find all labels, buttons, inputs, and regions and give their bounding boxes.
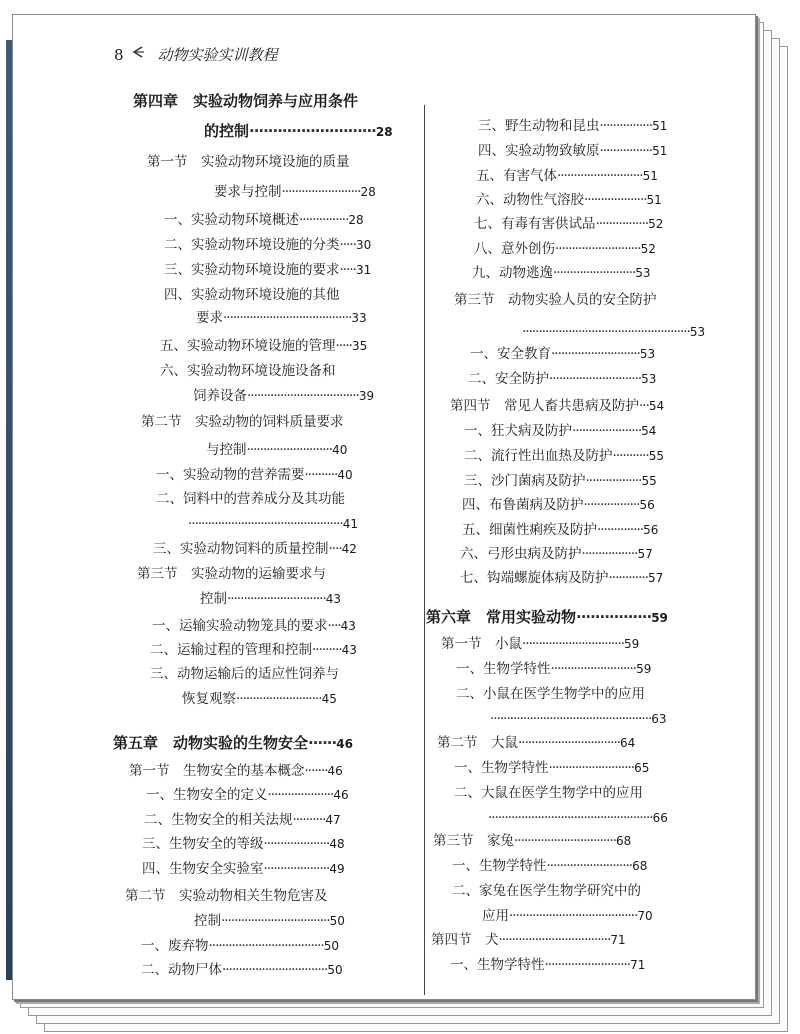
toc-entry (133, 94, 358, 109)
toc-entry-page: 52 (648, 217, 664, 231)
toc-entry (490, 713, 667, 727)
toc-entry-page: 43 (341, 643, 357, 657)
toc-entry-title: 一、生物学特性 (456, 661, 551, 677)
toc-entry-title: 第四节 犬 (431, 932, 499, 948)
toc-entry (488, 812, 668, 826)
toc-entry (472, 267, 651, 281)
toc-entry-title: 第二节 实验动物的饲料质量要求 (141, 414, 344, 430)
toc-entry (196, 312, 367, 326)
toc-entry (153, 543, 357, 557)
toc-entry-title: 二、大鼠在医学生物学中的应用 (454, 785, 643, 801)
toc-entry-title: 五、有害气体 (476, 168, 557, 184)
toc-entry-title: 与控制 (206, 442, 247, 458)
toc-entry-leader: ·························· (246, 442, 333, 458)
toc-entry-title: 二、家兔在医学生物学研究中的 (452, 883, 641, 899)
toc-entry-title: 五、细菌性痢疾及防护 (462, 522, 597, 538)
toc-entry (470, 348, 655, 362)
toc-entry-page: 68 (616, 834, 632, 848)
toc-entry (464, 425, 656, 439)
back-arrow-icon (130, 44, 146, 64)
toc-entry-leader: ························ (281, 184, 361, 200)
toc-entry-title: 应用 (482, 908, 509, 924)
toc-entry-page: 28 (375, 125, 393, 139)
toc-entry (164, 214, 364, 228)
toc-entry (433, 835, 631, 849)
toc-entry (482, 910, 653, 924)
toc-entry-leader: ·························· (550, 661, 637, 677)
toc-entry (164, 239, 371, 253)
toc-entry-page: 53 (635, 266, 651, 280)
toc-entry (204, 124, 393, 139)
toc-entry-page: 71 (610, 933, 626, 947)
toc-entry-title: 第四章 实验动物饲养与应用条件 (133, 92, 359, 110)
toc-entry-title: 一、生物学特性 (454, 760, 549, 776)
toc-entry-title: 七、钩端螺旋体病及防护 (460, 570, 609, 586)
toc-entry-leader: ·························· (555, 241, 641, 257)
toc-entry-leader: ······································· (223, 310, 352, 326)
toc-entry-page: 55 (641, 474, 657, 488)
toc-entry-leader: ········· (312, 642, 342, 658)
toc-entry (454, 294, 657, 308)
toc-entry (156, 493, 345, 507)
toc-entry-title: 第三节 动物实验人员的安全防护 (454, 292, 657, 308)
toc-entry (462, 524, 658, 538)
toc-entry-page: 54 (648, 399, 665, 413)
toc-entry (476, 170, 658, 184)
toc-entry-leader: ··· (639, 398, 649, 414)
toc-entry-leader: ·························· (557, 168, 643, 184)
toc-entry-leader: ···················· (267, 787, 334, 803)
toc-entry-page: 28 (348, 213, 364, 227)
toc-entry-title: 第三节 家兔 (433, 833, 514, 849)
toc-entry-title: 控制 (194, 913, 221, 929)
toc-entry-leader: ································ (222, 962, 328, 978)
toc-entry-title: 第一节 生物安全的基本概念 (129, 763, 305, 779)
toc-entry-leader: ·································· (247, 388, 359, 404)
toc-entry (450, 400, 664, 414)
toc-entry-title: 第五章 动物实验的生物安全 (113, 734, 309, 752)
toc-entry-leader: ················· (583, 497, 640, 513)
column-divider (424, 105, 425, 995)
toc-entry-leader: ··········· (612, 448, 649, 464)
toc-entry-title: 第一节 小鼠 (441, 636, 522, 652)
toc-entry-leader: ···················· (263, 836, 330, 852)
toc-entry (188, 518, 358, 532)
toc-entry-page: 50 (329, 914, 345, 928)
toc-entry-leader: ················ (599, 118, 653, 134)
toc-entry-leader: ·································· (498, 932, 611, 948)
toc-entry-title: 二、小鼠在医学生物学中的应用 (456, 686, 645, 702)
toc-entry-page: 35 (351, 339, 368, 353)
toc-entry (147, 156, 350, 170)
toc-entry-title: 二、运输过程的管理和控制 (150, 642, 312, 658)
toc-entry-title: 第一节 实验动物环境设施的质量 (147, 154, 350, 170)
toc-entry-page: 57 (648, 571, 664, 585)
toc-entry-leader: ····· (335, 338, 352, 354)
toc-entry-title: 一、生物学特性 (452, 858, 547, 874)
toc-entry-title: 六、弓形虫病及防护 (460, 546, 582, 562)
toc-entry (214, 186, 376, 200)
toc-entry-page: 31 (355, 263, 372, 277)
toc-entry-title: 一、实验动物环境概述 (164, 212, 299, 228)
toc-entry-title: 第六章 常用实验动物 (426, 608, 577, 626)
toc-entry-title: 第二节 大鼠 (437, 735, 518, 751)
toc-entry (452, 860, 647, 874)
toc-entry-leader: ····················· (572, 423, 642, 439)
toc-entry-leader: ·························· (236, 691, 322, 707)
toc-entry-page: 59 (651, 611, 668, 625)
toc-entry (441, 638, 639, 652)
toc-entry-page: 66 (652, 811, 668, 825)
toc-entry (160, 365, 336, 379)
toc-entry (193, 390, 374, 404)
toc-entry (522, 326, 705, 340)
toc-entry-leader: ···· (327, 618, 341, 634)
toc-entry-title: 三、生物安全的等级 (142, 836, 264, 852)
toc-entry (206, 444, 347, 458)
toc-entry (144, 814, 341, 828)
toc-entry-leader: ······· (304, 763, 328, 779)
toc-entry (182, 693, 337, 707)
toc-entry (141, 964, 343, 978)
toc-entry (476, 194, 662, 208)
toc-entry-page: 57 (637, 547, 653, 561)
toc-entry-leader: ··················· (584, 192, 647, 208)
toc-entry-leader: ·························· (544, 957, 631, 973)
toc-entry (460, 548, 653, 562)
toc-entry-title: 三、动物运输后的适应性饲养与 (150, 666, 339, 682)
toc-entry-title: 三、实验动物饲料的质量控制 (153, 541, 329, 557)
toc-entry-title: 六、实验动物环境设施设备和 (160, 363, 336, 379)
toc-entry (462, 499, 655, 513)
toc-entry (146, 789, 349, 803)
toc-entry (150, 668, 339, 682)
toc-entry-page: 39 (358, 389, 375, 403)
toc-entry-title: 饲养设备 (193, 388, 247, 404)
book-title: 动物实验实训教程 (157, 46, 278, 64)
toc-entry (454, 787, 643, 801)
toc-entry-title: 控制 (200, 591, 227, 607)
toc-entry (137, 568, 326, 582)
toc-entry-leader: ·········· (304, 467, 338, 483)
toc-entry (478, 120, 667, 134)
toc-entry-leader: ·························· (546, 858, 633, 874)
toc-entry-title: 第二节 实验动物相关生物危害及 (125, 888, 328, 904)
toc-entry-page: 49 (329, 862, 345, 876)
toc-entry (474, 243, 656, 257)
toc-entry (194, 915, 345, 929)
toc-entry-page: 43 (340, 619, 356, 633)
toc-entry-leader: ··························· (249, 122, 376, 140)
toc-entry-page: 30 (355, 238, 372, 252)
toc-entry-title: 二、流行性出血热及防护 (464, 448, 613, 464)
toc-entry (141, 416, 344, 430)
toc-entry-leader: ······························· (514, 833, 617, 849)
toc-entry-page: 40 (337, 468, 353, 482)
toc-entry-leader: ··············· (299, 212, 349, 228)
toc-entry-page: 46 (336, 737, 353, 751)
toc-entry-title: 三、野生动物和昆虫 (478, 118, 600, 134)
toc-entry-page: 43 (325, 592, 342, 606)
toc-entry-page: 33 (351, 311, 367, 325)
page-number: 8 (114, 46, 124, 64)
toc-entry (454, 762, 649, 776)
toc-entry (113, 736, 353, 751)
toc-entry-title: 四、布鲁菌病及防护 (462, 497, 584, 513)
toc-entry-leader: ······································· (509, 908, 638, 924)
toc-entry-leader: ································· (221, 913, 330, 929)
toc-entry (152, 620, 356, 634)
toc-entry-leader: ················ (576, 608, 652, 626)
toc-entry-title: 一、生物学特性 (450, 957, 545, 973)
toc-entry (142, 838, 345, 852)
toc-entry-title: 三、沙门菌病及防护 (464, 473, 586, 489)
toc-entry-title: 一、狂犬病及防护 (464, 423, 572, 439)
toc-entry (464, 450, 664, 464)
toc-entry-title: 二、实验动物环境设施的分类 (164, 237, 340, 253)
toc-entry-title: 的控制 (204, 122, 250, 140)
toc-entry-page: 56 (643, 523, 659, 537)
toc-entry (464, 475, 657, 489)
toc-entry-title: 要求 (196, 310, 223, 326)
toc-entry (150, 644, 357, 658)
toc-entry (200, 593, 341, 607)
toc-entry-page: 41 (342, 517, 358, 531)
toc-entry-leader: ·························· (548, 760, 635, 776)
toc-entry-leader: ················································· (490, 711, 652, 727)
toc-entry (431, 934, 626, 948)
toc-entry-page: 63 (651, 712, 667, 726)
toc-entry-page: 53 (641, 372, 657, 386)
toc-entry-page: 45 (321, 692, 337, 706)
toc-entry-leader: ······························· (518, 735, 621, 751)
toc-entry (460, 572, 663, 586)
toc-entry-page: 52 (640, 242, 656, 256)
toc-entry-page: 50 (323, 939, 339, 953)
toc-entry-title: 要求与控制 (214, 184, 282, 200)
toc-entry-title: 八、意外创伤 (474, 241, 555, 257)
toc-entry (141, 940, 339, 954)
toc-entry-leader: ··························· (551, 346, 640, 362)
toc-entry-leader: ··································· (208, 938, 324, 954)
toc-entry-title: 二、饲料中的营养成分及其功能 (156, 491, 345, 507)
toc-entry-page: 59 (624, 637, 640, 651)
toc-entry-title: 一、实验动物的营养需要 (156, 467, 305, 483)
toc-entry-title: 三、实验动物环境设施的要求 (164, 262, 340, 278)
toc-entry (160, 340, 367, 354)
toc-entry-title: 一、安全教育 (470, 346, 551, 362)
toc-entry-page: 71 (630, 958, 646, 972)
toc-entry (474, 218, 663, 232)
toc-entry (164, 264, 371, 278)
toc-entry (450, 959, 645, 973)
toc-entry (129, 765, 343, 779)
toc-entry-title: 一、废弃物 (141, 938, 209, 954)
toc-entry-page: 48 (329, 837, 345, 851)
toc-entry-leader: ····· (339, 262, 356, 278)
toc-entry-page: 56 (639, 498, 655, 512)
toc-entry-page: 51 (652, 144, 668, 158)
toc-entry-page: 70 (637, 909, 653, 923)
toc-entry-page: 59 (636, 662, 652, 676)
toc-entry-title: 第四节 常见人畜共患病及防护 (450, 398, 639, 414)
toc-entry-leader: ·········· (292, 812, 326, 828)
toc-entry-page: 51 (642, 169, 658, 183)
toc-entry (456, 663, 651, 677)
toc-entry-leader: ··················································· (522, 324, 690, 340)
toc-entry-page: 50 (327, 963, 343, 977)
toc-entry (142, 863, 345, 877)
toc-entry (456, 688, 645, 702)
toc-entry (156, 469, 353, 483)
toc-entry-page: 47 (325, 813, 341, 827)
toc-entry-title: 五、实验动物环境设施的管理 (160, 338, 336, 354)
toc-entry-title: 恢复观察 (182, 691, 236, 707)
toc-entry-page: 51 (652, 119, 668, 133)
toc-entry-page: 68 (632, 859, 648, 873)
toc-entry-page: 54 (641, 424, 657, 438)
toc-entry-leader: ······························· (522, 636, 625, 652)
toc-entry-title: 九、动物逃逸 (472, 265, 553, 281)
toc-entry-leader: ···················· (263, 861, 330, 877)
toc-entry-leader: ·············· (597, 522, 644, 538)
toc-entry-page: 40 (332, 443, 348, 457)
toc-entry-page: 28 (360, 185, 376, 199)
toc-entry-title: 二、生物安全的相关法规 (144, 812, 293, 828)
toc-entry-title: 一、生物安全的定义 (146, 787, 268, 803)
toc-entry-title: 二、安全防护 (468, 371, 549, 387)
toc-entry-leader: ··············································· (188, 516, 343, 532)
toc-entry-leader: ············ (608, 570, 648, 586)
toc-entry (125, 890, 328, 904)
toc-entry-page: 42 (341, 542, 357, 556)
toc-entry-leader: ················ (595, 216, 649, 232)
toc-entry-leader: ················ (599, 143, 653, 159)
toc-entry-leader: ·················································· (488, 810, 653, 826)
toc-entry-title: 第三节 实验动物的运输要求与 (137, 566, 326, 582)
toc-entry (478, 145, 667, 159)
toc-entry-leader: ················· (581, 546, 638, 562)
toc-entry (452, 885, 641, 899)
toc-entry-leader: ······ (308, 734, 337, 752)
toc-entry-leader: ················· (585, 473, 642, 489)
toc-entry-leader: ···· (328, 541, 342, 557)
toc-entry-page: 53 (689, 325, 706, 339)
toc-entry-page: 65 (634, 761, 650, 775)
toc-entry-page: 64 (620, 736, 636, 750)
toc-entry-title: 一、运输实验动物笼具的要求 (152, 618, 328, 634)
toc-entry-leader: ······························ (227, 591, 326, 607)
toc-entry (426, 610, 668, 625)
toc-entry (437, 737, 635, 751)
toc-entry-title: 六、动物性气溶胶 (476, 192, 584, 208)
toc-entry-title: 七、有毒有害供试品 (474, 216, 596, 232)
toc-entry-page: 46 (327, 764, 343, 778)
toc-entry-page: 53 (639, 347, 656, 361)
toc-entry (468, 373, 656, 387)
toc-entry-leader: ························· (553, 265, 636, 281)
toc-entry-page: 46 (333, 788, 349, 802)
toc-entry (164, 289, 340, 303)
toc-entry-page: 51 (646, 193, 662, 207)
toc-entry-title: 四、生物安全实验室 (142, 861, 264, 877)
toc-entry-leader: ····· (339, 237, 356, 253)
toc-entry-title: 四、实验动物环境设施的其他 (164, 287, 340, 303)
toc-entry-title: 四、实验动物致敏原 (478, 143, 600, 159)
toc-entry-leader: ···························· (549, 371, 642, 387)
toc-entry-title: 二、动物尸体 (141, 962, 222, 978)
toc-entry-page: 55 (648, 449, 664, 463)
